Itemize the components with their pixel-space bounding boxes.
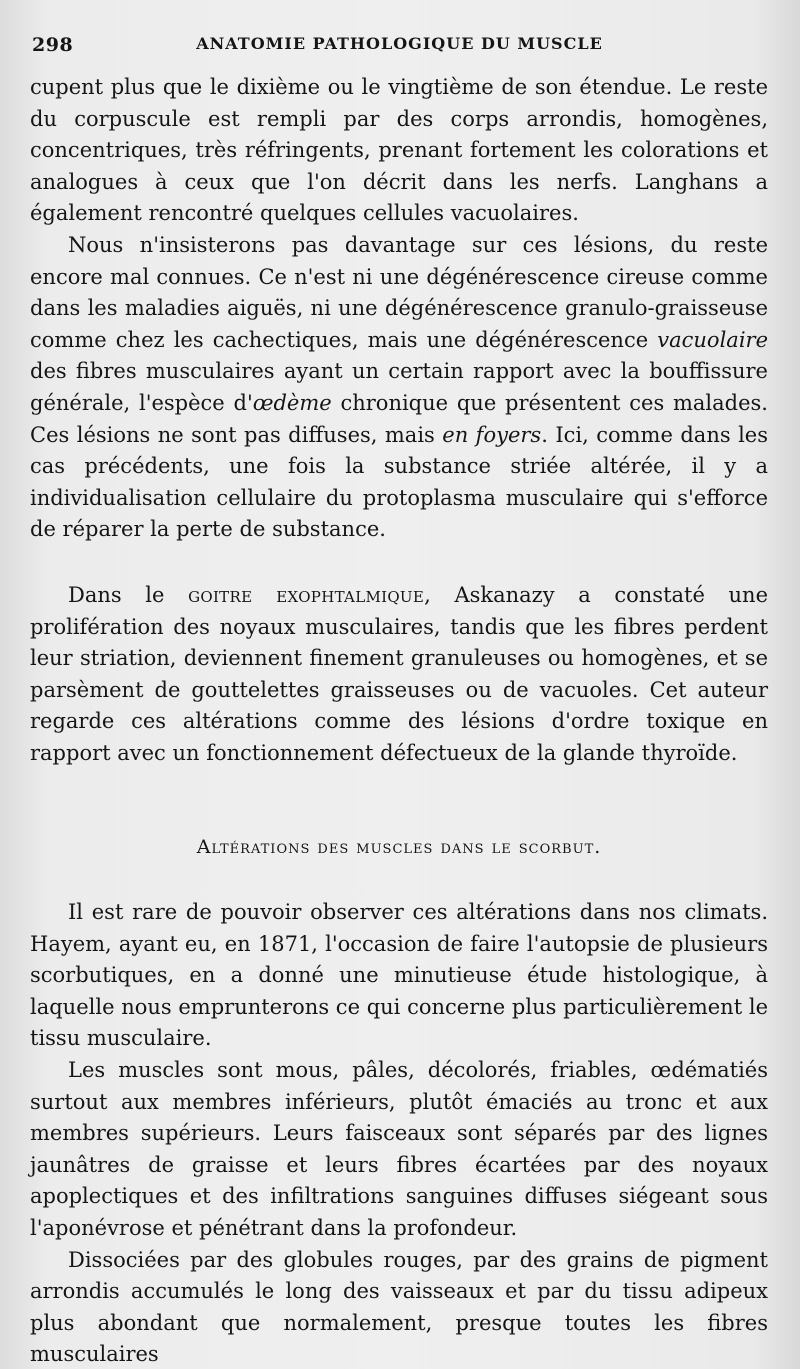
page-header [32, 30, 767, 60]
paragraph-continued: cupent plus que le dixième ou le vingtième de son étendue. Le reste du corpuscule est rempli par des corps arrondis, homogènes, concentriques, très réfringents, prenant fortement les colorations et analogues à ceux que l'on décrit dans les nerfs. Langhans a également rencontré quelques cellules vacuolaires. [30, 75, 768, 226]
text-run: Nous n'insisterons pas davantage sur ces lésions, du reste encore mal connues. Ce n'est ni une dégénérescence cireuse comme dans les maladies aiguës, ni une dégénérescence granulo-graisseuse comme chez les cachectiques, mais une dégénérescence [30, 232, 768, 352]
text-block-1 [30, 72, 768, 546]
text-block-2 [30, 580, 768, 770]
text-run: Dans le [68, 583, 189, 607]
text-run: . Ici, comme dans les cas précédents, une fois la substance striée altérée, il y a individualisation cellulaire du protoplasma musculaire qui s'efforce de réparer la perte de substance. [30, 422, 768, 542]
italic-term: en foyers [442, 422, 542, 447]
running-head: ANATOMIE PATHOLOGIQUE DU MUSCLE [196, 34, 603, 53]
page-number: 298 [32, 34, 74, 56]
paragraph-dissociated-fibres: Dissociées par des globules rouges, par des grains de pigment arrondis accumulés le long des vaisseaux et par du tissu adipeux plus abondant que normalement, presque toutes les fibres musculaires [30, 1247, 768, 1367]
paragraph-muscle-appearance: Les muscles sont mous, pâles, décolorés, friables, œdématiés surtout aux membres inférieurs, plutôt émaciés au tronc et aux membres supérieurs. Leurs faisceaux sont séparés par des lignes jaunâtres de graisse et leurs fibres écartées par des noyaux apoplectiques et des infiltrations sanguines diffuses siégeant sous l'aponévrose et pénétrant dans la profondeur. [30, 1057, 768, 1240]
text-block-3 [30, 897, 768, 1369]
section-heading: Altérations des muscles dans le scorbut. [196, 836, 602, 858]
paragraph-goitre [30, 580, 768, 770]
italic-term: œdème [252, 390, 332, 415]
paragraph-scurvy-intro: Il est rare de pouvoir observer ces altérations dans nos climats. Hayem, ayant eu, en 1871, l'occasion de faire l'autopsie de plusieurs scorbutiques, en a donné une minutieuse étude histologique, à laquelle nous emprunterons ce qui concerne plus particulièrement le tissu musculaire. [30, 900, 768, 1051]
text-run: , Askanazy a constaté une prolifération des noyaux musculaires, tandis que les fibres perdent leur striation, deviennent finement granuleuses ou homogènes, et se parsèment de gouttelettes graisseuses ou de vacuoles. Cet auteur regarde ces altérations comme des lésions d'ordre toxique en rapport avec un fonctionnement défectueux de la glande thyroïde. [30, 583, 769, 765]
text-run: des fibres musculaires ayant un certain rapport avec la bouffissure générale, l'espèce d' [30, 359, 768, 415]
italic-term: vacuolaire [657, 327, 768, 352]
text-run: chronique que présentent ces malades. Ces lésions ne sont pas diffuses, mais [30, 390, 768, 447]
paragraph-vacuolar-degeneration [30, 230, 768, 546]
smallcaps-term: goitre exophtalmique [188, 583, 425, 607]
